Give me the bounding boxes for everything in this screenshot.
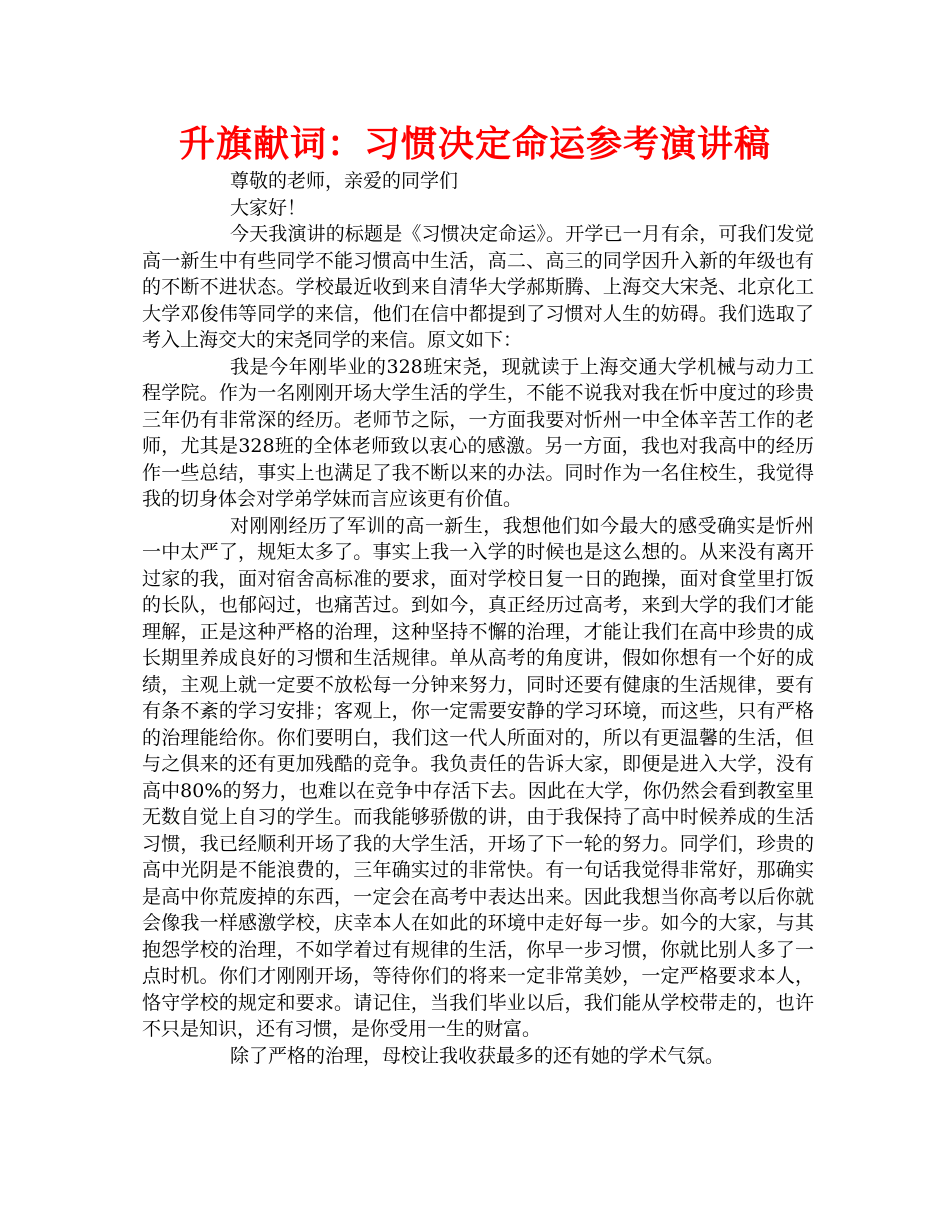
greeting-paragraph: 大家好！ [230, 196, 307, 219]
body-paragraph: 除了严格的治理，母校让我收获最多的还有她的学术气氛。 [230, 1044, 725, 1067]
body-paragraph: 我是今年刚毕业的328班宋尧，现就读于上海交通大学机械与动力工程学院。作为一名刚刚开场大学生活的学生，不能不说我对我在忻中度过的珍贵三年仍有非常深的经历。老师节之际，一方面我要对忻州一中全体辛苦工作的老师，尤其是328班的全体老师致以衷心的感激。另一方面，我也对我高中的经历作一些总结，事实上也满足了我不断以来的办法。同时作为一名住校生，我觉得我的切身体会对学弟学妹而言应该更有价值。 [142, 355, 814, 510]
salutation-paragraph: 尊敬的老师，亲爱的同学们 [230, 170, 459, 192]
document-title: 升旗献词：习惯决定命运参考演讲稿 [178, 124, 771, 165]
body-paragraph: 今天我演讲的标题是《习惯决定命运》。开学已一月有余，可我们发觉高一新生中有些同学不能习惯高中生活，高二、高三的同学因升入新的年级也有的不断不进状态。学校最近收到来自清华大学郝斯腾、上海交大宋尧、北京化工大学邓俊伟等同学的来信，他们在信中都提到了习惯对人生的妨碍。我们选取了考入上海交大的宋尧同学的来信。原文如下： [142, 223, 814, 351]
document-body [142, 168, 814, 1069]
body-paragraph: 对刚刚经历了军训的高一新生，我想他们如今最大的感受确实是忻州一中太严了，规矩太多了。事实上我一入学的时候也是这么想的。从来没有离开过家的我，面对宿舍高标准的要求，面对学校日复一日的跑操，面对食堂里打饭的长队，也郁闷过，也痛苦过。到如今，真正经历过高考，来到大学的我们才能理解，正是这种严格的治理，这种坚持不懈的治理，才能让我们在高中珍贵的成长期里养成良好的习惯和生活规律。单从高考的角度讲，假如你想有一个好的成绩，主观上就一定要不放松每一分钟来努力，同时还要有健康的生活规律，要有有条不紊的学习安排；客观上，你一定需要安静的学习环境，而这些，只有严格的治理能给你。你们要明白，我们这一代人所面对的，所以有更温馨的生活，但与之俱来的还有更加残酷的竞争。我负责任的告诉大家，即便是进入大学，没有高中80%的努力，也难以在竞争中存活下去。因此在大学，你仍然会看到教室里无数自觉上自习的学生。而我能够骄傲的讲，由于我保持了高中时候养成的生活习惯，我已经顺利开场了我的大学生活，开场了下一轮的努力。同学们，珍贵的高中光阴是不能浪费的，三年确实过的非常快。有一句话我觉得非常好，那确实是高中你荒废掉的东西，一定会在高考中表达出来。因此我想当你高考以后你就会像我一样感激学校，庆幸本人在如此的环境中走好每一步。如今的大家，与其抱怨学校的治理，不如学着过有规律的生活，你早一步习惯，你就比别人多了一点时机。你们才刚刚开场，等待你们的将来一定非常美妙，一定严格要求本人，恪守学校的规定和要求。请记住，当我们毕业以后，我们能从学校带走的，也许不只是知识，还有习惯，是你受用一生的财富。 [142, 514, 814, 1040]
